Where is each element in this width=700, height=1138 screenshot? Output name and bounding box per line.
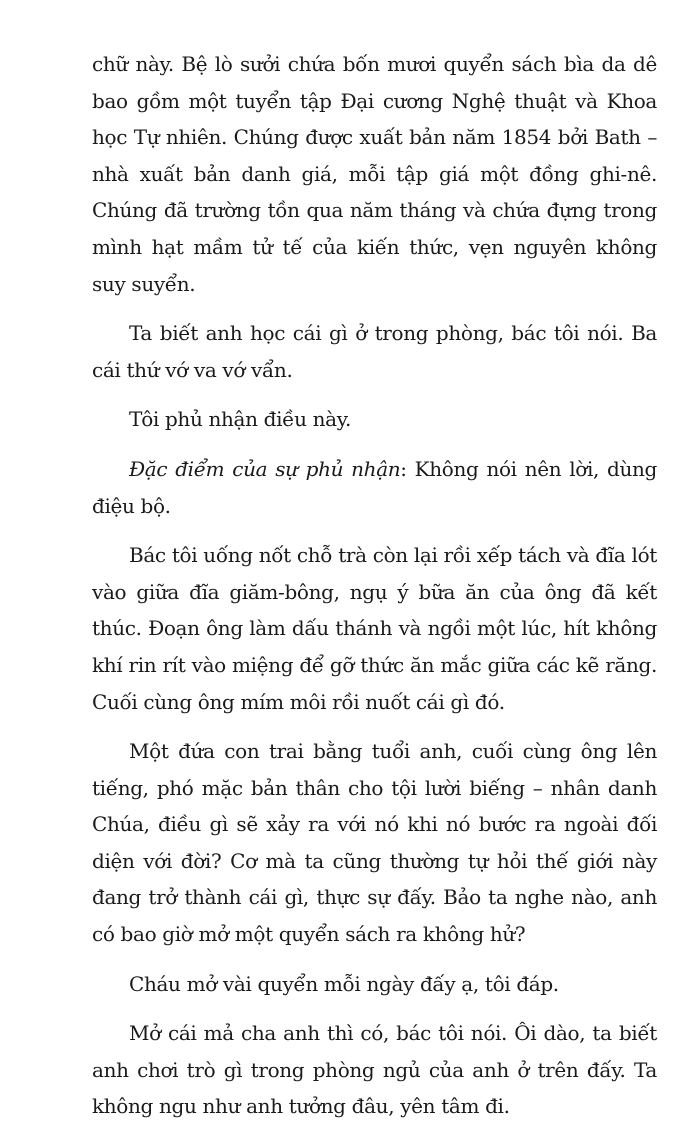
book-page-body (92, 46, 657, 1138)
paragraph-denial-trait (92, 451, 657, 524)
paragraph-text: : Không nói nên lời, dùng điệu bộ. (92, 456, 657, 518)
paragraph-bookshelf: chữ này. Bệ lò sưởi chứa bốn mươi quyển sách bìa da dê bao gồm một tuyển tập Đại cương Nghệ thuật và Khoa học Tự nhiên. Chúng được xuất bản năm 1854 bởi Bath – nhà xuất bản danh giá, mỗi tập giá một đồng ghi-nê. Chúng đã trường tồn qua năm tháng và chứa đựng trong mình hạt mầm tử tế của kiến thức, vẹn nguyên không suy suyển. (92, 52, 657, 296)
paragraph-reply: Cháu mở vài quyển mỗi ngày đấy ạ, tôi đáp. (129, 971, 559, 996)
paragraph-denial: Tôi phủ nhận điều này. (129, 407, 352, 432)
italic-phrase: Đặc điểm của sự phủ nhận (129, 456, 401, 481)
paragraph-tea: Bác tôi uống nốt chỗ trà còn lại rồi xếp tách và đĩa lót vào giữa đĩa giăm-bông, ngụ ý bữa ăn của ông đã kết thúc. Đoạn ông làm dấu thánh và ngồi một lúc, hít không khí rin rít vào miệng để gỡ thức ăn mắc giữa các kẽ răng. Cuối cùng ông mím môi rồi nuốt cái gì đó. (92, 543, 657, 714)
paragraph-uncle-retort: Mở cái mả cha anh thì có, bác tôi nói. Ôi dào, ta biết anh chơi trò gì trong phòng ngủ của anh ở trên đấy. Ta không ngu như anh tưởng đâu, yên tâm đi. (92, 1021, 657, 1119)
paragraph-uncle-remark: Ta biết anh học cái gì ở trong phòng, bác tôi nói. Ba cái thứ vớ va vớ vẩn. (92, 321, 657, 382)
paragraph-uncle-speech: Một đứa con trai bằng tuổi anh, cuối cùng ông lên tiếng, phó mặc bản thân cho tội lười biếng – nhân danh Chúa, điều gì sẽ xảy ra với nó khi nó bước ra ngoài đối diện với đời? Cơ mà ta cũng thường tự hỏi thế giới này đang trở thành cái gì, thực sự đấy. Bảo ta nghe nào, anh có bao giờ mở một quyển sách ra không hử? (92, 739, 657, 947)
